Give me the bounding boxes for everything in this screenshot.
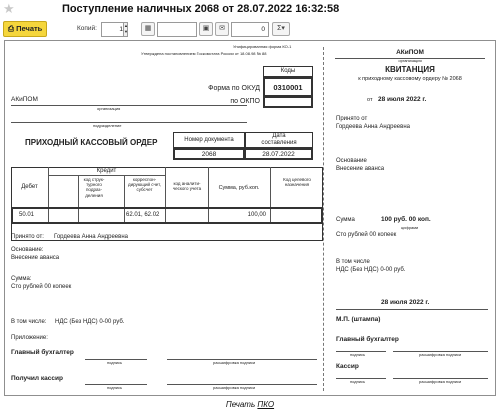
print-button-label: Печать <box>16 24 43 33</box>
document-sheet <box>4 40 496 396</box>
appendix-label: Приложение: <box>11 335 48 341</box>
receipt-title: КВИТАНЦИЯ <box>385 65 435 74</box>
right-sum-value: 100 руб. 00 коп. <box>381 216 431 223</box>
okpo-label: по ОКПО <box>230 98 260 105</box>
col-struct-header: код струк-турного подраз-деления <box>83 177 105 198</box>
signature-caption: подпись <box>107 360 123 365</box>
right-received-value: Гордеева Анна Андреевна <box>336 124 410 130</box>
debit-header: Дебет <box>21 184 38 190</box>
dept-caption: подразделение <box>93 123 122 128</box>
col-analytic-header: код аналити-ческого учета <box>172 181 202 192</box>
digits-caption: цифрами <box>401 225 419 230</box>
preview-icon[interactable]: ▦ <box>141 22 155 36</box>
mail-icon[interactable]: ✉ <box>215 22 229 36</box>
right-vat-label: В том числе <box>336 259 370 265</box>
right-vat-value: НДС (Без НДС) 0-00 руб. <box>336 267 406 273</box>
okud-label: Форма по ОКУД <box>208 85 260 92</box>
right-date: 28 июля 2022 г. <box>381 299 430 306</box>
basis-label: Основание: <box>11 247 44 253</box>
cash-table-row <box>11 207 323 224</box>
receipt-date: 28 июля 2022 г. <box>378 96 427 103</box>
vat-label: В том числе: <box>11 319 47 325</box>
copies-input[interactable]: 1 <box>101 22 127 37</box>
okud-value: 0310001 <box>263 77 313 97</box>
right-signature-caption: подпись <box>350 352 366 357</box>
left-org-caption: организация <box>97 106 121 111</box>
stamp-label: М.П. (штампа) <box>336 316 381 323</box>
credit-header: Кредит <box>96 168 117 174</box>
copies-label: Копий: <box>77 25 97 32</box>
approved-note: Утверждена постановлением Госкомстата России от 18.08.98 № 88 <box>141 51 267 56</box>
date-prefix: от <box>367 97 373 103</box>
okpo-value <box>263 97 313 108</box>
window-title: Поступление наличных 2068 от 28.07.2022 16:32:58 <box>62 3 340 15</box>
chief-accountant-label: Главный бухгалтер <box>11 349 74 356</box>
right-cashier-label: Кассир <box>336 363 359 370</box>
right-decode-caption: расшифровка подписи <box>419 352 462 357</box>
docnum-header: Номер документа <box>173 132 245 148</box>
receipt-subtitle: к приходному кассовому ордеру № 2068 <box>358 76 462 82</box>
received-from-label: Принято от: <box>11 234 44 240</box>
copies-stepper[interactable]: ▲ ▼ <box>123 22 128 37</box>
right-received-label: Принято от <box>336 116 368 122</box>
left-org-name: АКиПОМ <box>11 96 38 103</box>
right-signature-caption: подпись <box>350 379 366 384</box>
right-basis-value: Внесение аванса <box>336 166 385 172</box>
counter-field[interactable]: 0 <box>231 22 269 37</box>
favorite-star-icon[interactable]: ★ <box>3 1 15 16</box>
print-button[interactable] <box>3 21 47 37</box>
right-chief-accountant-label: Главный бухгалтер <box>336 336 399 343</box>
right-decode-caption: расшифровка подписи <box>419 379 462 384</box>
sum-label: Сумма: <box>11 276 32 282</box>
vat-value: НДС (Без НДС) 0-00 руб. <box>55 319 125 325</box>
col-purpose-header: Код целевого назначения <box>283 177 311 188</box>
signature-caption: подпись <box>107 385 123 390</box>
right-sum-label: Сумма <box>336 217 355 223</box>
codes-header: Коды <box>263 66 313 77</box>
sum-words: Сто рублей 00 копеек <box>11 284 72 290</box>
basis-value: Внесение аванса <box>11 255 60 261</box>
docdate-value: 28.07.2022 <box>245 148 313 160</box>
col-corr-header: корреспон-дирующий счет, субсчет <box>128 177 161 193</box>
decode-caption: расшифровка подписи <box>213 360 256 365</box>
right-basis-label: Основание <box>336 158 367 164</box>
sum-icon[interactable]: Σ▾ <box>272 22 290 36</box>
received-from-value: Гордеева Анна Андреевна <box>54 234 128 240</box>
right-org-name: АКиПОМ <box>396 49 424 56</box>
row-debit: 50.01 <box>19 212 35 218</box>
docdate-header: Дата составления <box>245 132 313 148</box>
right-org-caption: организация <box>398 58 422 63</box>
form-note: Унифицированная форма КО-1 <box>233 44 292 49</box>
cashier-label: Получил кассир <box>11 375 63 382</box>
docnum-value: 2068 <box>173 148 245 160</box>
save-icon[interactable]: ▣ <box>199 22 213 36</box>
print-caption: Печать ПКО <box>225 400 275 409</box>
printer-icon: ⎙ <box>8 24 14 33</box>
col-sum-header: Сумма, руб.коп. <box>218 185 260 191</box>
cut-line <box>323 47 324 391</box>
row-corr: 62.01, 62.02 <box>126 212 160 218</box>
pko-link[interactable]: ПКО <box>257 400 275 409</box>
right-sum-words: Сто рублей 00 копеек <box>336 232 397 238</box>
blank-field[interactable] <box>157 22 197 37</box>
row-sum: 100,00 <box>247 212 266 218</box>
decode-caption: расшифровка подписи <box>213 385 256 390</box>
doc-title: ПРИХОДНЫЙ КАССОВЫЙ ОРДЕР <box>25 138 158 147</box>
